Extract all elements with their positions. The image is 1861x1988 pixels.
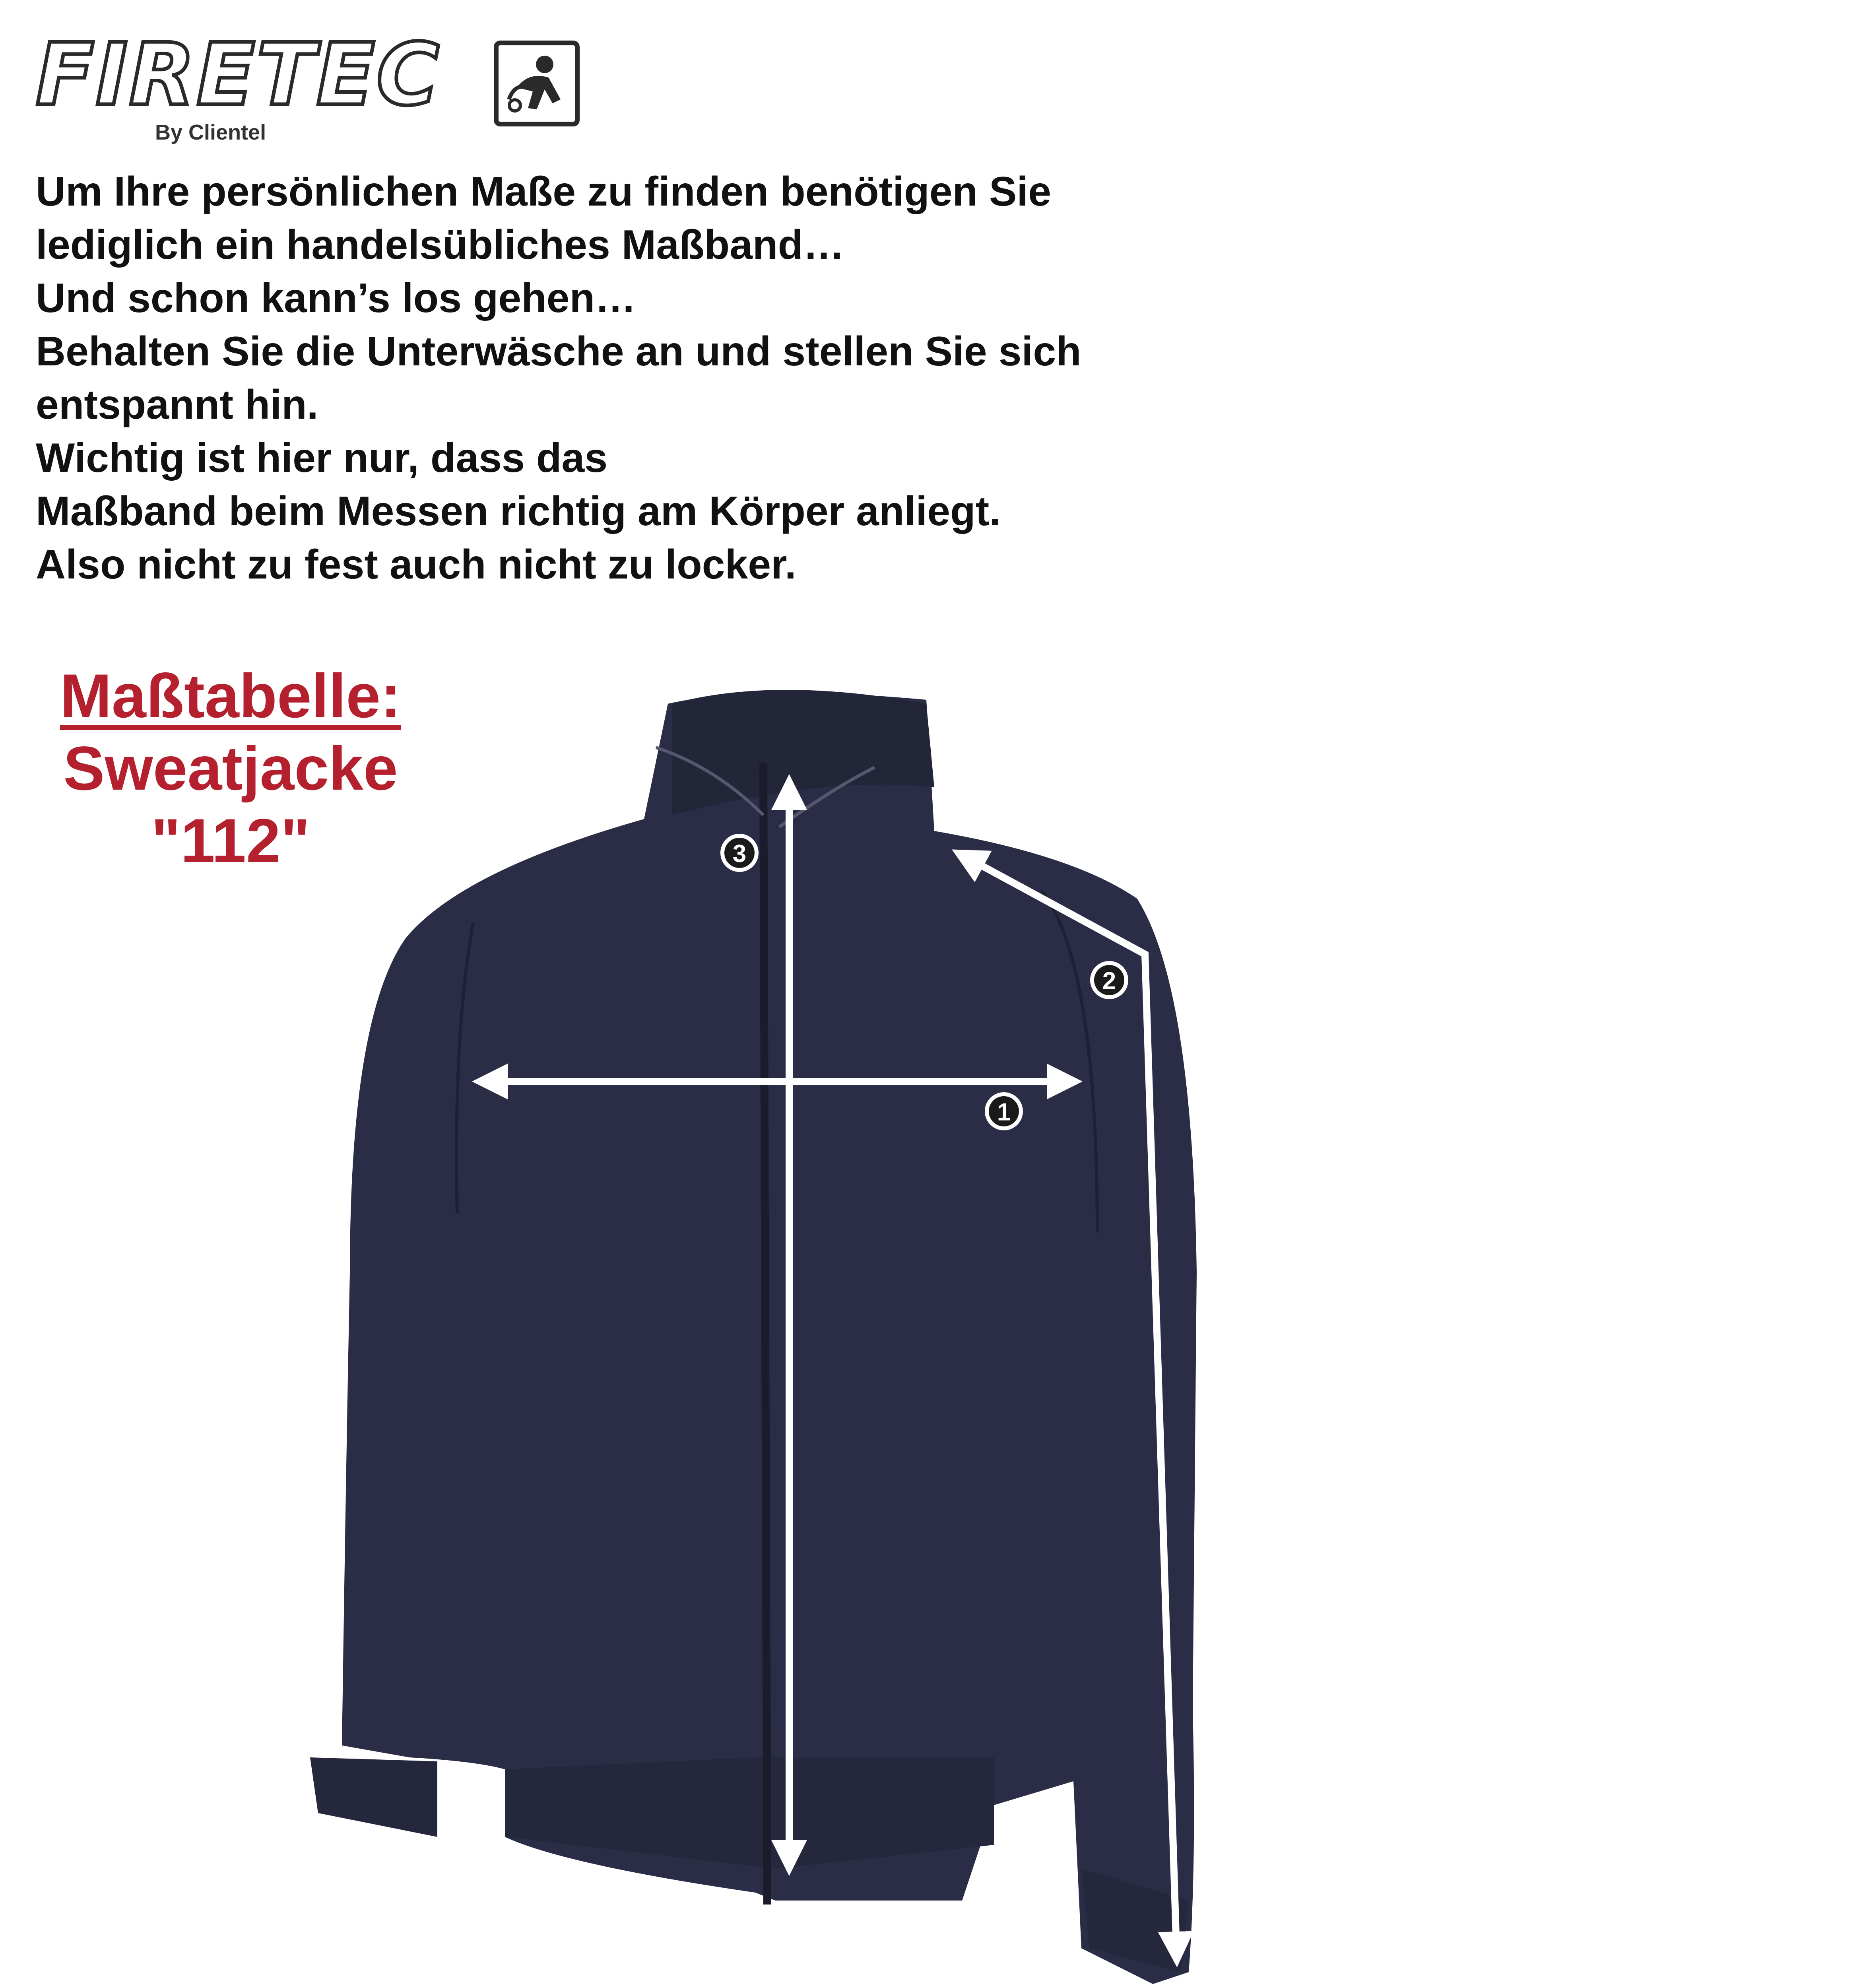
- intro-line: entspannt hin.: [36, 382, 318, 428]
- measurement-marker-1: [985, 1092, 1023, 1130]
- intro-line: Maßband beim Messen richtig am Körper anliegt.: [36, 488, 1001, 534]
- svg-text:3: 3: [732, 840, 747, 868]
- svg-text:1: 1: [997, 1099, 1011, 1126]
- measurement-marker-2: [1090, 961, 1128, 999]
- intro-line: Und schon kann’s los gehen…: [36, 275, 637, 321]
- heading-model: "112": [151, 806, 310, 876]
- intro-line: lediglich ein handelsübliches Maßband…: [36, 222, 845, 268]
- svg-text:2: 2: [1102, 967, 1116, 995]
- heading-title: Maßtabelle:: [60, 662, 402, 731]
- brand-subtitle: By Clientel: [155, 120, 266, 144]
- brand-wordmark: FIRETEC: [36, 25, 441, 124]
- heading-product: Sweatjacke: [63, 734, 398, 803]
- jacket-shape: [310, 690, 1197, 1984]
- intro-line: Behalten Sie die Unterwäsche an und stellen Sie sich: [36, 328, 1081, 375]
- measurement-marker-3: [720, 834, 759, 872]
- intro-line: Wichtig ist hier nur, dass das: [36, 435, 608, 481]
- intro-line: Um Ihre persönlichen Maße zu finden benötigen Sie: [36, 169, 1052, 215]
- intro-line: Also nicht zu fest auch nicht zu locker.: [36, 542, 796, 588]
